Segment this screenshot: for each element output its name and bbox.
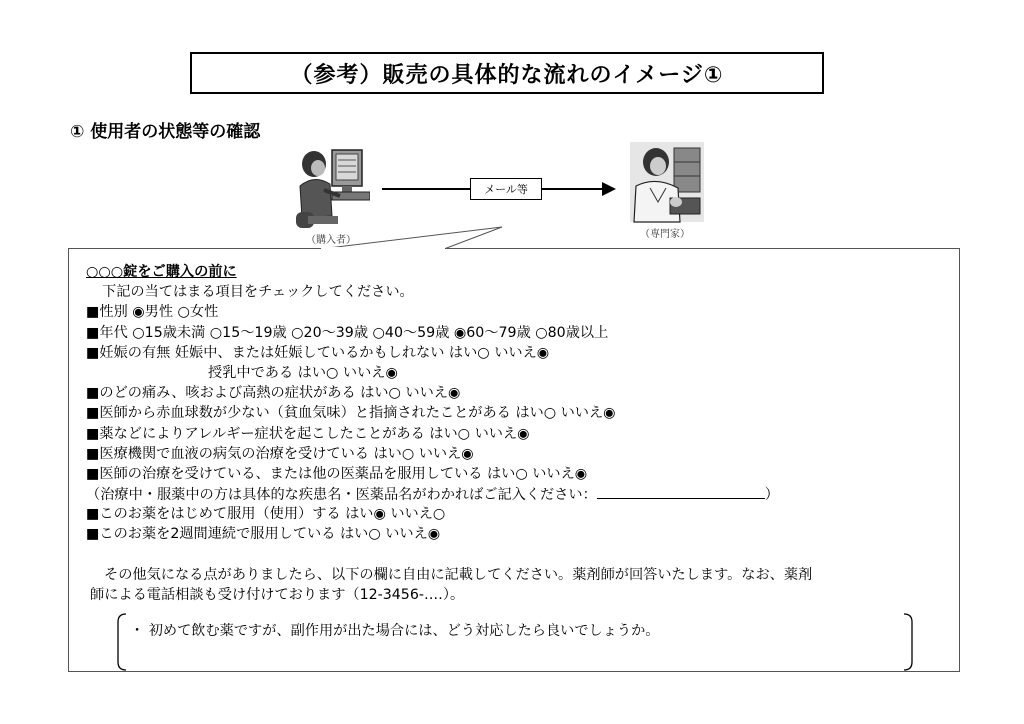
- question-gender[interactable]: ■性別 ◉男性 ○女性: [86, 304, 219, 321]
- comment-text: ・ 初めて飲む薬ですが、副作用が出た場合には、どう対応したら良いでしょうか。: [130, 623, 660, 639]
- question-anemia[interactable]: ■医師から赤血球数が少ない（貧血気味）と指摘されたことがある はい○ いいえ◉: [86, 405, 616, 422]
- expert-illustration: [630, 142, 704, 230]
- callout-gap: [321, 247, 447, 250]
- treatment-note-input[interactable]: [597, 484, 765, 499]
- comment-field[interactable]: [116, 612, 914, 670]
- spacer: [86, 545, 946, 565]
- form-title: ○○○錠をご購入の前に: [86, 264, 237, 280]
- question-breastfeeding[interactable]: 授乳中である はい○ いいえ◉: [208, 364, 398, 381]
- question-two-weeks[interactable]: ■このお薬を2週間連続で服用している はい○ いいえ◉: [86, 526, 441, 543]
- treatment-note-prefix: （治療中・服薬中の方は具体的な疾患名・医薬品名がわかればご記入ください：: [86, 487, 597, 504]
- buyer-illustration: [296, 146, 370, 234]
- mail-label: メール等: [470, 178, 542, 200]
- section-heading: ① 使用者の状態等の確認: [70, 122, 261, 142]
- treatment-note: [86, 484, 946, 504]
- form-instruction: 下記の当てはまる項目をチェックしてください。: [102, 284, 414, 301]
- question-throat[interactable]: ■のどの痛み、咳および高熱の症状がある はい○ いいえ◉: [86, 385, 461, 402]
- question-pregnancy[interactable]: ■妊娠の有無 妊娠中、または妊娠しているかもしれない はい○ いいえ◉: [86, 344, 550, 361]
- page-title: （参考）販売の具体的な流れのイメージ①: [190, 52, 824, 94]
- expert-label: （専門家）: [640, 229, 690, 240]
- questionnaire-content: [86, 262, 946, 605]
- note-line-2: 師による電話相談も受け付けております（12-3456-‥‥）。: [90, 586, 465, 603]
- question-blood-disease[interactable]: ■医療機関で血液の病気の治療を受けている はい○ いいえ◉: [86, 445, 474, 462]
- question-treatment[interactable]: ■医師の治療を受けている、または他の医薬品を服用している はい○ いいえ◉: [86, 465, 588, 482]
- question-allergy[interactable]: ■薬などによりアレルギー症状を起こしたことがある はい○ いいえ◉: [86, 425, 530, 442]
- note-line-1: その他気になる点がありましたら、以下の欄に自由に記載してください。薬剤師が回答いたします。なお、薬剤: [104, 566, 813, 583]
- buyer-label: （購入者）: [306, 235, 356, 246]
- question-age[interactable]: ■年代 ○15歳未満 ○15～19歳 ○20～39歳 ○40～59歳 ◉60～79歳 ○80歳以上: [86, 324, 609, 341]
- question-first-use[interactable]: ■このお薬をはじめて服用（使用）する はい◉ いいえ○: [86, 506, 446, 523]
- treatment-note-suffix: ）: [764, 487, 779, 504]
